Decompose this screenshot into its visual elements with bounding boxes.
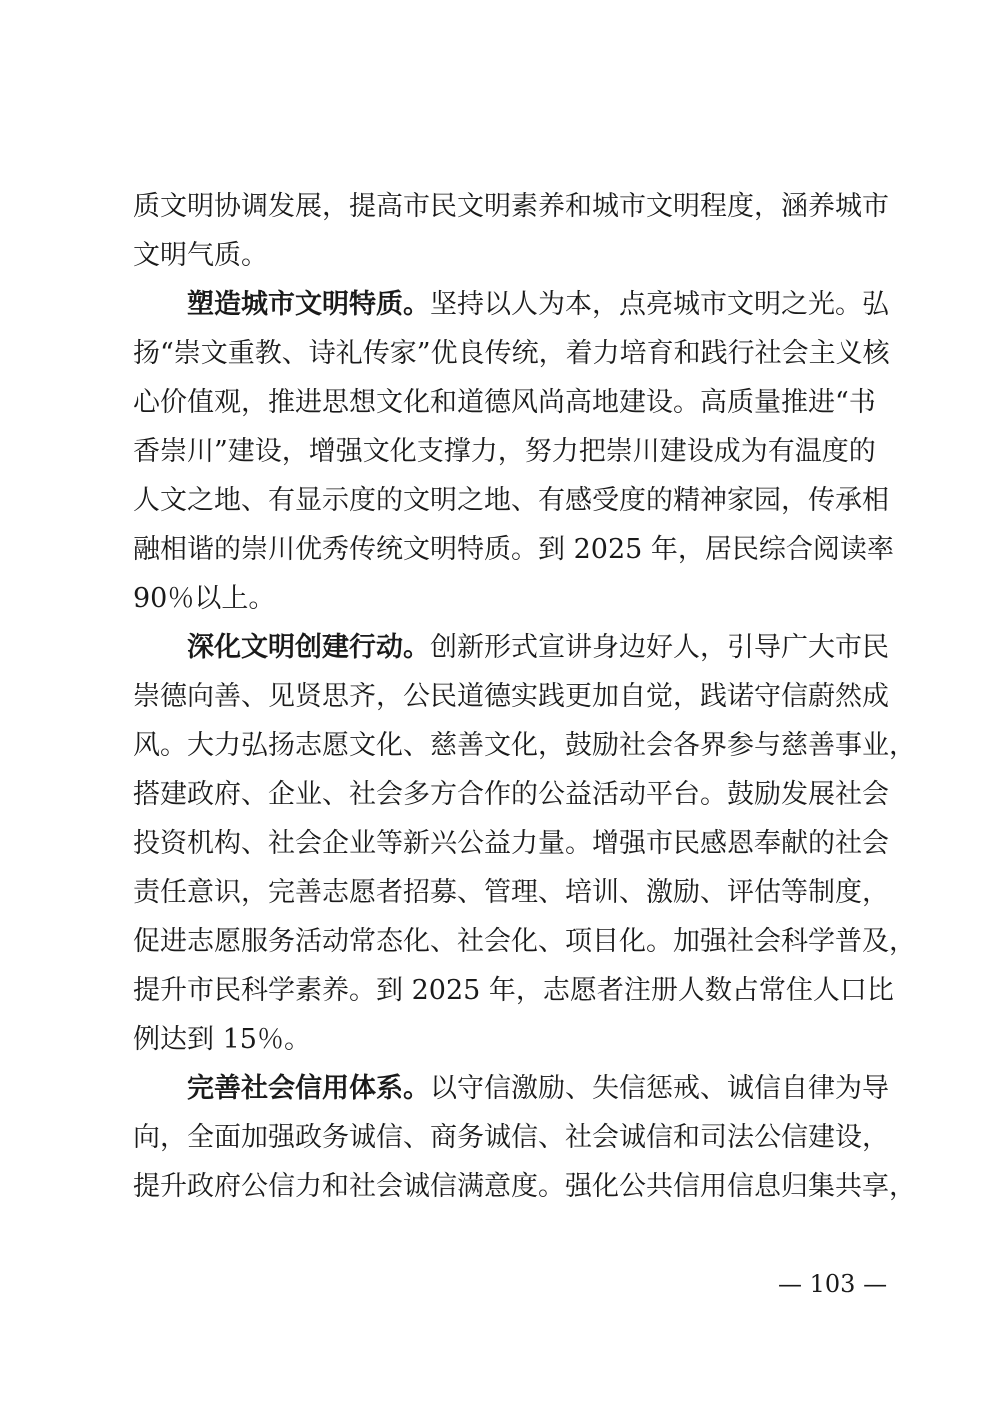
body-text: 坚持以人为本，点亮城市文明之光。弘 [430,289,889,320]
body-line: 提升政府公信力和社会诚信满意度。强化公共信用信息归集共享， [133,1171,916,1202]
body-line: 崇德向善、见贤思齐，公民道德实践更加自觉，践诺守信蔚然成 [133,681,889,712]
body-line: 融相谐的崇川优秀传统文明特质。到 2025 年，居民综合阅读率 [133,534,894,565]
body-line: 90％以上。 [133,583,276,614]
section-heading-line [187,628,889,668]
body-line: 香崇川”建设，增强文化支撑力，努力把崇川建设成为有温度的 [133,436,876,467]
body-line: 文明气质。 [133,240,268,271]
section-heading-line [187,1069,889,1109]
section-heading: 深化文明创建行动。 [187,632,430,663]
body-line: 风。大力弘扬志愿文化、慈善文化，鼓励社会各界参与慈善事业， [133,730,916,761]
body-line: 搭建政府、企业、社会多方合作的公益活动平台。鼓励发展社会 [133,779,889,810]
body-line: 责任意识，完善志愿者招募、管理、培训、激励、评估等制度， [133,877,889,908]
section-heading: 完善社会信用体系。 [187,1073,430,1104]
body-line: 心价值观，推进思想文化和道德风尚高地建设。高质量推进“书 [133,387,876,418]
body-text: 以守信激励、失信惩戒、诚信自律为导 [430,1073,889,1104]
body-line: 扬“崇文重教、诗礼传家”优良传统，着力培育和践行社会主义核 [133,338,890,369]
page-number: — 103 — [778,1270,888,1298]
section-heading: 塑造城市文明特质。 [187,289,430,320]
body-line: 投资机构、社会企业等新兴公益力量。增强市民感恩奉献的社会 [133,828,889,859]
section-heading-line [187,285,889,325]
body-line: 人文之地、有显示度的文明之地、有感受度的精神家园，传承相 [133,485,889,516]
body-line: 提升市民科学素养。到 2025 年，志愿者注册人数占常住人口比 [133,975,894,1006]
body-line: 例达到 15％。 [133,1024,311,1055]
body-line: 向，全面加强政务诚信、商务诚信、社会诚信和司法公信建设， [133,1122,889,1153]
body-text: 创新形式宣讲身边好人，引导广大市民 [430,632,889,663]
body-line: 促进志愿服务活动常态化、社会化、项目化。加强社会科学普及， [133,926,916,957]
body-line: 质文明协调发展，提高市民文明素养和城市文明程度，涵养城市 [133,191,889,222]
